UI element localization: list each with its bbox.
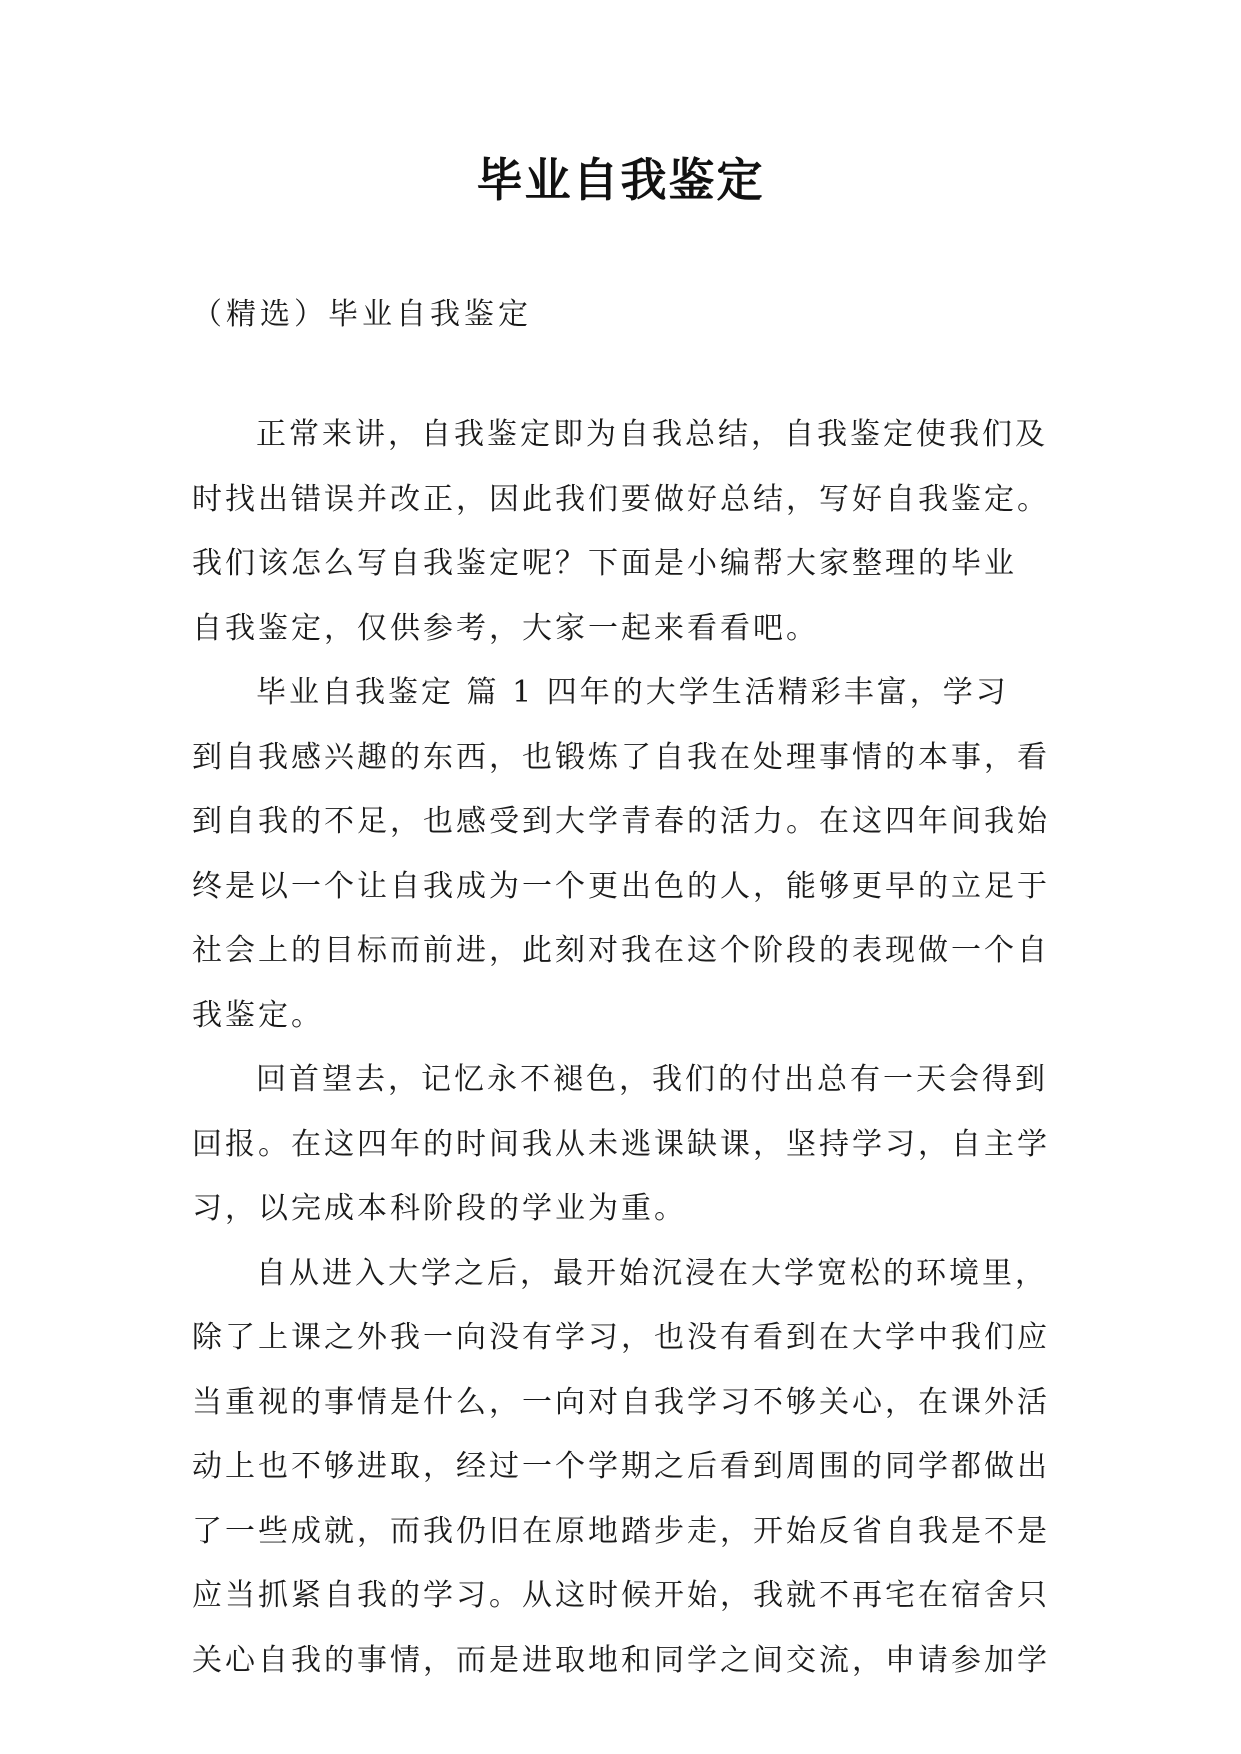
body-line: 了一些成就，而我仍旧在原地踏步走，开始反省自我是不是 [192,1513,1050,1549]
body-line: 自我鉴定，仅供参考，大家一起来看看吧。 [192,610,819,646]
body-line: 除了上课之外我一向没有学习，也没有看到在大学中我们应 [192,1320,1050,1355]
body-line: 当重视的事情是什么，一向对自我学习不够关心，在课外活 [192,1384,1050,1420]
body-line: 到自我的不足，也感受到大学青春的活力。在这四年间我始 [192,804,1050,839]
body-line: 社会上的目标而前进，此刻对我在这个阶段的表现做一个自 [192,933,1050,968]
document-subtitle: （精选）毕业自我鉴定 [192,297,532,332]
body-line: 我鉴定。 [192,997,324,1033]
body-line: 习，以完成本科阶段的学业为重。 [192,1191,687,1226]
body-line: 终是以一个让自我成为一个更出色的人，能够更早的立足于 [192,868,1050,904]
body-line: 应当抓紧自我的学习。从这时候开始，我就不再宅在宿舍只 [192,1578,1050,1613]
body-line: 我们该怎么写自我鉴定呢？下面是小编帮大家整理的毕业 [192,546,1017,581]
body-line: 正常来讲，自我鉴定即为自我总结，自我鉴定使我们及 [256,417,1048,452]
body-line: 时找出错误并改正，因此我们要做好总结，写好自我鉴定。 [192,481,1050,517]
body-line: 自从进入大学之后，最开始沉浸在大学宽松的环境里， [256,1255,1048,1291]
document-body [192,403,1072,1693]
body-line: 关心自我的事情，而是进取地和同学之间交流，申请参加学 [192,1642,1050,1678]
body-line: 毕业自我鉴定 篇 1 四年的大学生活精彩丰富，学习 [256,675,1009,710]
body-line: 动上也不够进取，经过一个学期之后看到周围的同学都做出 [192,1449,1050,1484]
body-line: 到自我感兴趣的东西，也锻炼了自我在处理事情的本事，看 [192,739,1050,775]
document-title: 毕业自我鉴定 [476,153,765,207]
body-line: 回报。在这四年的时间我从未逃课缺课，坚持学习，自主学 [192,1126,1050,1162]
body-line: 回首望去，记忆永不褪色，我们的付出总有一天会得到 [256,1062,1048,1097]
